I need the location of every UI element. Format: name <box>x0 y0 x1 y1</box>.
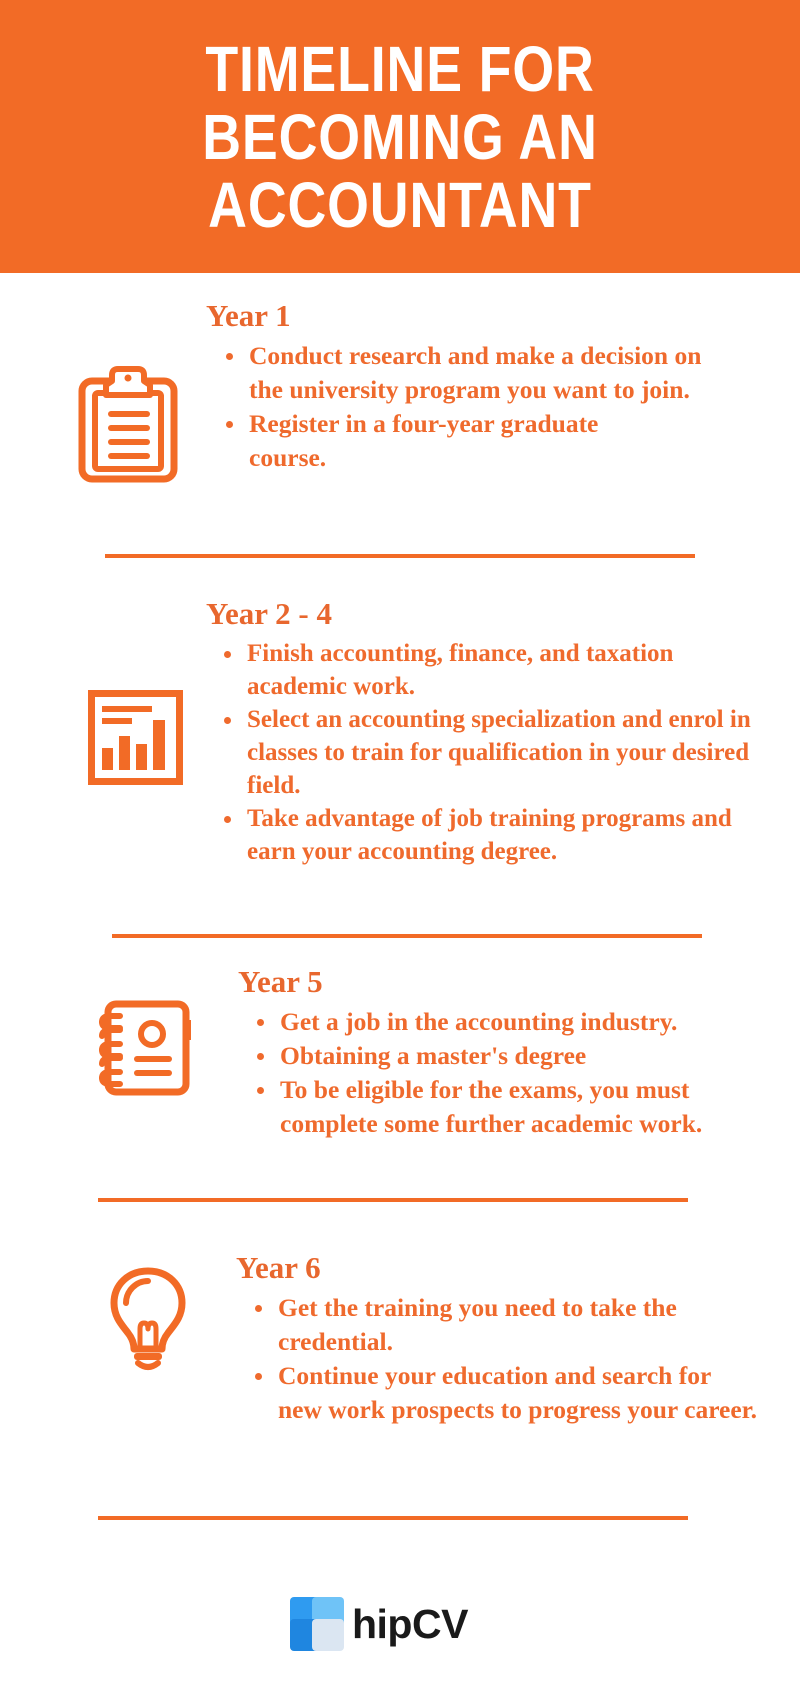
list-item: Continue your education and search for new work prospects to progress your career. <box>251 1359 761 1427</box>
list-item: Conduct research and make a decision on the university program you want to join. <box>222 339 722 407</box>
list-item: To be eligible for the exams, you must complete some further academic work. <box>253 1073 773 1141</box>
brand-name: hipCV <box>352 1600 468 1647</box>
clipboard-icon <box>78 365 180 488</box>
list-item: Take advantage of job training programs and earn your accounting degree. <box>220 802 760 868</box>
bullet-list <box>222 339 722 475</box>
list-item: Select an accounting specialization and enrol in classes to train for qualification in your desired field. <box>220 703 760 802</box>
bar-chart-icon <box>88 690 183 790</box>
list-item: Get the training you need to take the credential. <box>251 1291 761 1359</box>
lightbulb-icon <box>108 1265 188 1378</box>
list-item: Finish accounting, finance, and taxation academic work. <box>220 637 760 703</box>
list-item: Get a job in the accounting industry. <box>253 1005 773 1039</box>
address-book-icon <box>98 1000 194 1101</box>
divider <box>98 1516 688 1520</box>
list-item: Register in a four-year graduate course. <box>222 407 722 475</box>
divider <box>98 1198 688 1202</box>
brand-logo <box>290 1597 468 1651</box>
page-title: TIMELINE FOR BECOMING AN ACCOUNTANT <box>202 32 598 241</box>
year-label: Year 2 - 4 <box>206 596 332 631</box>
divider <box>105 554 695 558</box>
bullet-list <box>251 1291 761 1427</box>
year-label: Year 1 <box>206 298 291 333</box>
bullet-list <box>253 1005 773 1141</box>
hipcv-logo-icon <box>290 1597 344 1651</box>
bullet-list <box>220 637 760 868</box>
year-label: Year 6 <box>236 1250 321 1285</box>
year-label: Year 5 <box>238 964 323 999</box>
divider <box>112 934 702 938</box>
list-item: Obtaining a master's degree <box>253 1039 773 1073</box>
header-banner <box>0 0 800 273</box>
